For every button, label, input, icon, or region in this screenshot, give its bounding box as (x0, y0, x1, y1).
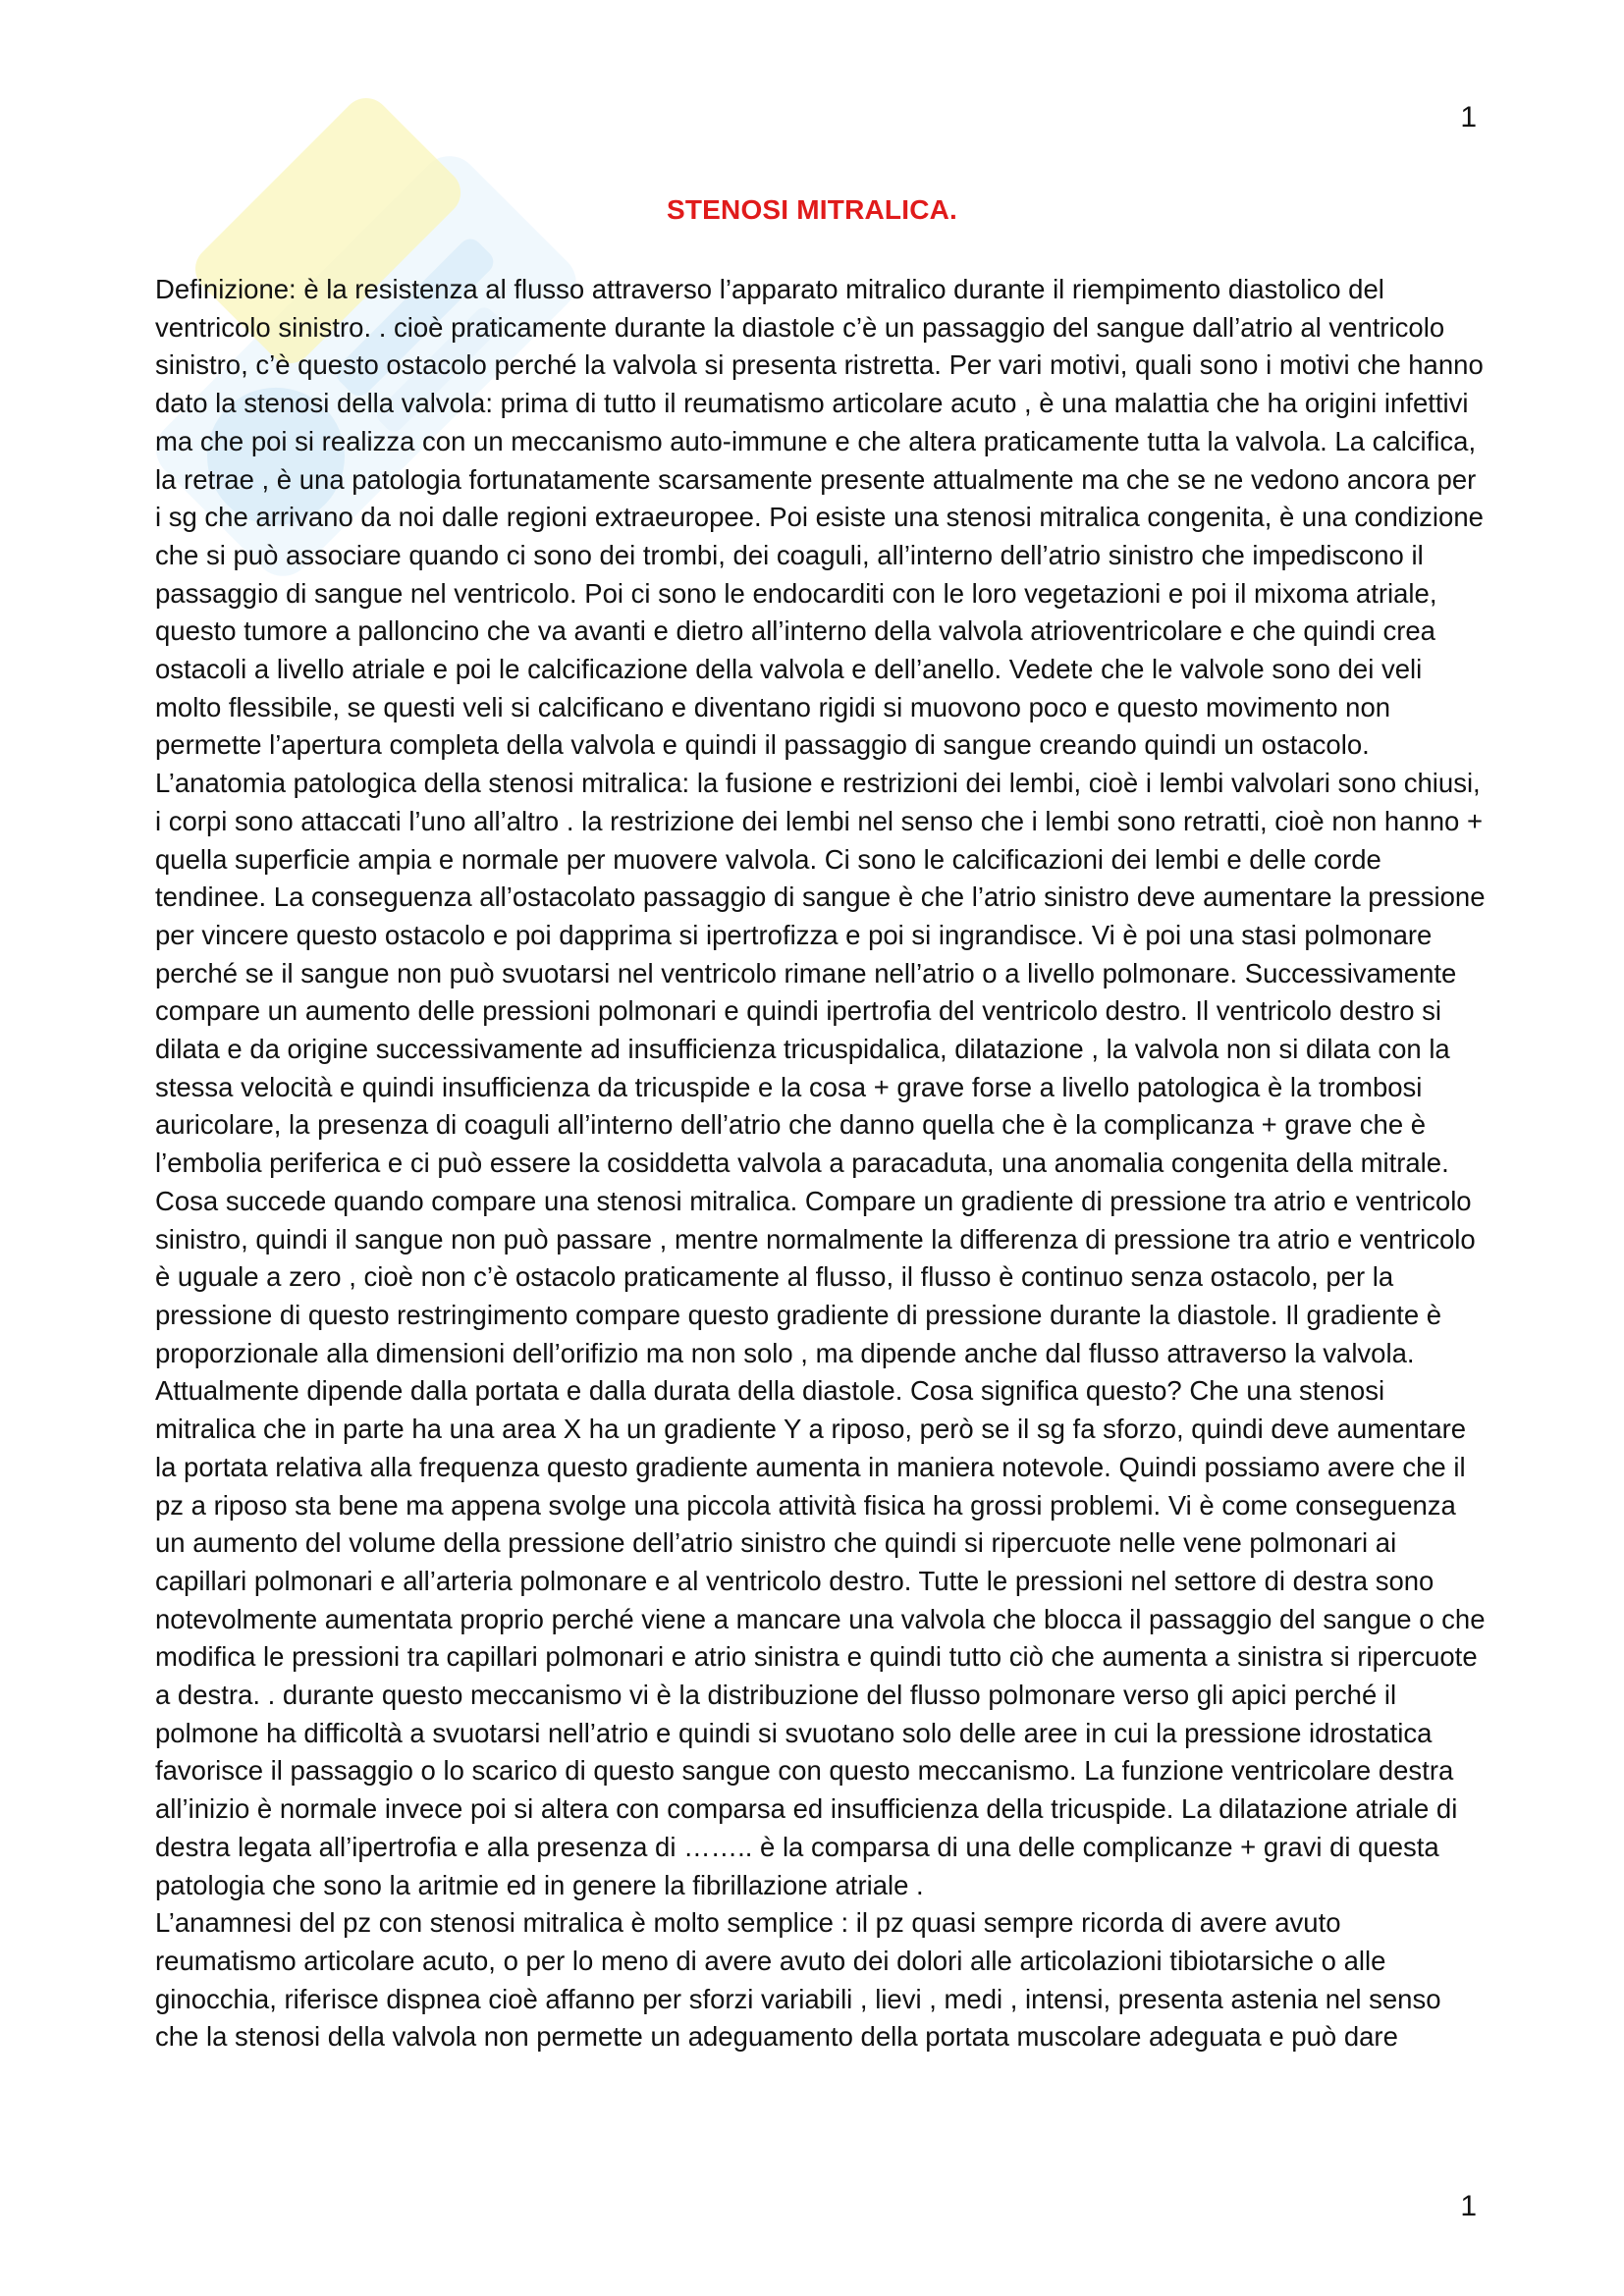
paragraph: Cosa succede quando compare una stenosi mitralica. Compare un gradiente di pressione tra atrio e ventricolo sinistro, quindi il sangue non può passare , mentre normalmente la differenza di pressione tra atrio e ventricolo è uguale a zero , cioè non c’è ostacolo praticamente al flusso, il flusso è continuo senza ostacolo, per la pressione di questo restringimento compare questo gradiente di pressione durante la diastole. Il gradiente è proporzionale alla dimensioni dell’orifizio ma non solo , ma dipende anche dal flusso attraverso la valvola. Attualmente dipende dalla portata e dalla durata della diastole. Cosa significa questo? Che una stenosi mitralica che in parte ha una area X ha un gradiente Y a riposo, però se il sg fa sforzo, quindi deve aumentare la portata relativa alla frequenza questo gradiente aumenta in maniera notevole. Quindi possiamo avere che il pz a riposo sta bene ma appena svolge una piccola attività fisica ha grossi problemi. Vi è come conseguenza un aumento del volume della pressione dell’atrio sinistro che quindi si ripercuote nelle vene polmonari ai capillari polmonari e all’arteria polmonare e al ventricolo destro. Tutte le pressioni nel settore di destra sono notevolmente aumentata proprio perché viene a mancare una valvola che blocca il passaggio del sangue o che modifica le pressioni tra capillari polmonari e atrio sinistra e quindi tutto ciò che aumenta a sinistra si ripercuote a destra. . durante questo meccanismo vi è la distribuzione del flusso polmonare verso gli apici perché il polmone ha difficoltà a svuotarsi nell’atrio e quindi si svuotano solo delle aree in cui la pressione idrostatica favorisce il passaggio o lo scarico di questo sangue con questo meccanismo. La funzione ventricolare destra all’inizio è normale invece poi si altera con comparsa ed insufficienza della tricuspide. La dilatazione atriale di destra legata all’ipertrofia e alla presenza di …….. è la comparsa di una delle complicanze + gravi di questa patologia che sono la aritmie ed in genere la fibrillazione atriale . (155, 1185, 1486, 1900)
page-number-bottom: 1 (1460, 2190, 1477, 2222)
document-title: STENOSI MITRALICA. (666, 194, 958, 225)
paragraph: L’anamnesi del pz con stenosi mitralica è molto semplice : il pz quasi sempre ricorda di avere avuto reumatismo articolare acuto, o per lo meno di avere avuto dei dolori alle articolazioni tibiotarsiche o alle ginocchia, riferisce dispnea cioè affanno per sforzi variabili , lievi , medi , intensi, presenta astenia nel senso che la stenosi della valvola non permette un adeguamento della portata muscolare adeguata e può dare (155, 1907, 1441, 2053)
paragraph: L’anatomia patologica della stenosi mitralica: la fusione e restrizioni dei lembi, cioè i lembi valvolari sono chiusi, i corpi sono attaccati l’uno all’altro . la restrizione dei lembi nel senso che i lembi sono retratti, cioè non hanno + quella superficie ampia e normale per muovere valvola. Ci sono le calcificazioni dei lembi e delle corde tendinee. La conseguenza all’ostacolato passaggio di sangue è che l’atrio sinistro deve aumentare la pressione per vincere questo ostacolo e poi dapprima si ipertrofizza e poi si ingrandisce. Vi è poi una stasi polmonare perché se il sangue non può svuotarsi nel ventricolo rimane nell’atrio o a livello polmonare. Successivamente compare un aumento delle pressioni polmonari e quindi ipertrofia del ventricolo destro. Il ventricolo destro si dilata e da origine successivamente ad insufficienza tricuspidalica, dilatazione , la valvola non si dilata con la stessa velocità e quindi insufficienza da tricuspide e la cosa + grave forse a livello patologica è la trombosi auricolare, la presenza di coaguli all’interno dell’atrio che danno quella che è la complicanza + grave che è l’embolia periferica e ci può essere la cosiddetta valvola a paracaduta, una anomalia congenita della mitrale. (155, 768, 1486, 1179)
paragraph: Definizione: è la resistenza al flusso attraverso l’apparato mitralico durante il riempimento diastolico del ventricolo sinistro. . cioè praticamente durante la diastole c’è un passaggio del sangue dall’atrio al ventricolo sinistro, c’è questo ostacolo perché la valvola si presenta ristretta. Per vari motivi, quali sono i motivi che hanno dato la stenosi della valvola: prima di tutto il reumatismo articolare acuto , è una malattia che ha origini infettivi ma che poi si realizza con un meccanismo auto-immune e che altera praticamente tutta la valvola. La calcifica, la retrae , è una patologia fortunatamente scarsamente presente attualmente ma che se ne vedono ancora per i sg che arrivano da noi dalle regioni extraeuropee. Poi esiste una stenosi mitralica congenita, è una condizione che si può associare quando ci sono dei trombi, dei coaguli, all’interno dell’atrio sinistro che impediscono il passaggio di sangue nel ventricolo. Poi ci sono le endocarditi con le loro vegetazioni e poi il mixoma atriale, questo tumore a palloncino che va avanti e dietro all’interno della valvola atrioventricolare e che quindi crea ostacoli a livello atriale e poi le calcificazione della valvola e dell’anello. Vedete che le valvole sono dei veli molto flessibile, se questi veli si calcificano e diventano rigidi si muovono poco e questo movimento non permette l’apertura completa della valvola e quindi il passaggio di sangue creando quindi un ostacolo. (155, 274, 1484, 761)
document-body (155, 271, 1487, 2056)
page-number-top: 1 (1460, 101, 1477, 133)
